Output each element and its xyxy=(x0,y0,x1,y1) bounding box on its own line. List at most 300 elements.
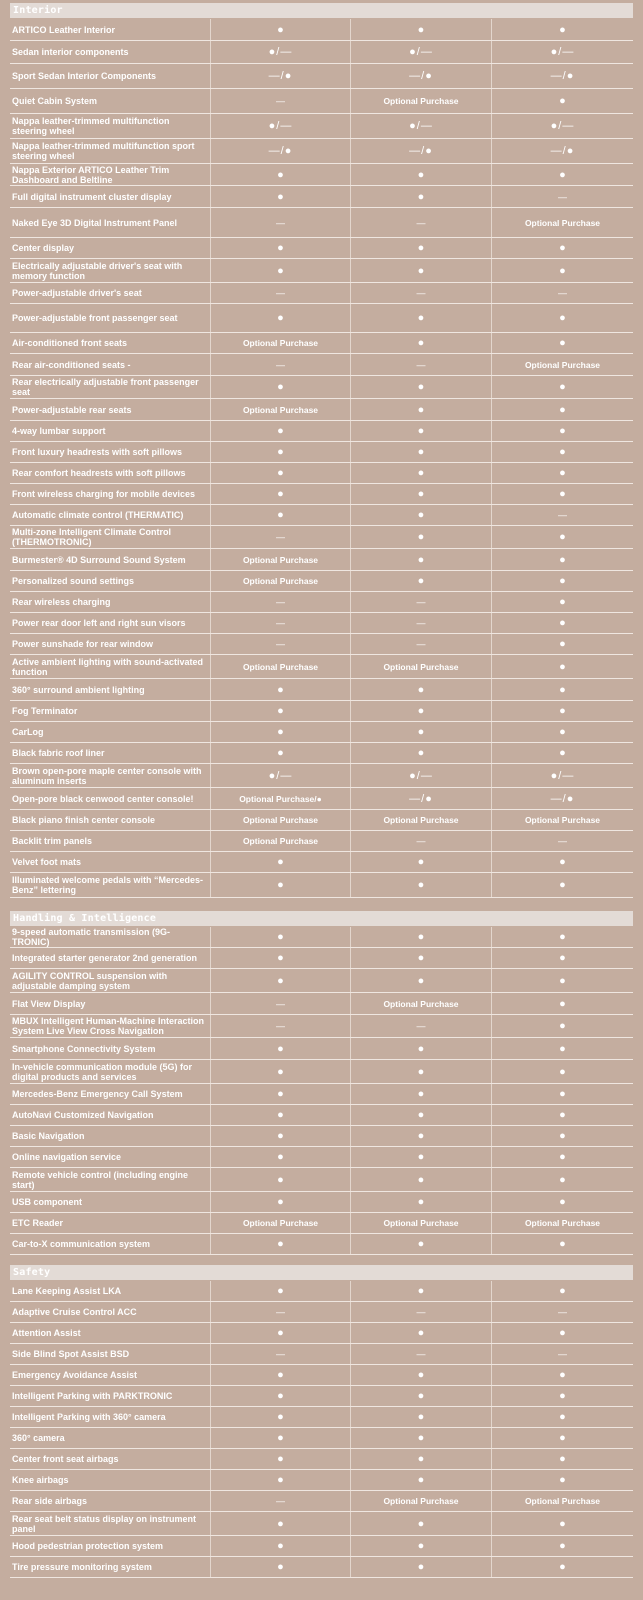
standard-dot-icon: ● xyxy=(417,1285,425,1297)
standard-dot-icon: ● xyxy=(417,1540,425,1552)
trim-cell xyxy=(491,64,633,88)
standard-dot-icon: ● xyxy=(417,1369,425,1381)
standard-dot-icon: ● xyxy=(559,747,566,759)
feature-label: Power-adjustable driver's seat xyxy=(12,288,142,298)
standard-dot-icon: ● xyxy=(559,1327,566,1339)
standard-dot-icon: ● xyxy=(277,879,284,891)
trim-cell xyxy=(491,164,633,185)
feature-label: 360° camera xyxy=(12,1433,65,1443)
standard-dot-icon: ● xyxy=(559,1088,566,1100)
standard-dot-icon: ● xyxy=(559,337,566,349)
trim-cell xyxy=(491,208,633,237)
trim-cell xyxy=(210,969,350,992)
trim-cell xyxy=(210,505,350,525)
feature-label: Intelligent Parking with PARKTRONIC xyxy=(12,1391,173,1401)
trim-cell xyxy=(350,463,491,483)
trim-cell xyxy=(210,442,350,462)
trim-cell xyxy=(210,613,350,633)
trim-cell xyxy=(350,238,491,258)
trim-cell xyxy=(350,764,491,787)
standard-dot-icon: ● xyxy=(277,1130,284,1142)
trim-cell xyxy=(350,969,491,992)
trim-cell xyxy=(491,139,633,163)
trim-cell xyxy=(491,1491,633,1511)
feature-label: Black piano finish center console xyxy=(12,815,156,825)
not-available-dash: — xyxy=(276,639,285,649)
variant-indicator: —/● xyxy=(409,145,433,157)
standard-dot-icon: ● xyxy=(277,1453,284,1465)
feature-label: Electrically adjustable driver's seat with memory function xyxy=(12,260,183,281)
standard-dot-icon: ● xyxy=(277,856,284,868)
not-available-dash: — xyxy=(558,288,567,298)
standard-dot-icon: ● xyxy=(417,1453,425,1465)
feature-label: Side Blind Spot Assist BSD xyxy=(12,1349,130,1359)
table-row xyxy=(10,810,633,831)
trim-cell xyxy=(350,1536,491,1556)
not-available-dash: — xyxy=(416,1307,426,1317)
trim-cell xyxy=(491,1105,633,1125)
trim-cell xyxy=(350,613,491,633)
feature-label: Automatic climate control (THERMATIC) xyxy=(12,510,184,520)
trim-cell xyxy=(491,592,633,612)
standard-dot-icon: ● xyxy=(277,1065,284,1078)
table-row xyxy=(10,164,633,186)
trim-cell xyxy=(350,993,491,1014)
standard-dot-icon: ● xyxy=(277,1432,284,1444)
trim-cell xyxy=(350,1192,491,1212)
not-available-dash: — xyxy=(416,836,426,846)
feature-label: Black fabric roof liner xyxy=(12,748,105,758)
standard-dot-icon: ● xyxy=(417,1151,425,1163)
trim-cell xyxy=(210,1470,350,1490)
table-row xyxy=(10,873,633,898)
trim-cell xyxy=(210,788,350,809)
standard-dot-icon: ● xyxy=(559,1065,566,1078)
trim-cell xyxy=(491,1192,633,1212)
feature-label: Power-adjustable rear seats xyxy=(12,404,132,415)
standard-dot-icon: ● xyxy=(559,425,566,437)
standard-dot-icon: ● xyxy=(277,726,284,738)
trim-cell xyxy=(491,526,633,548)
variant-indicator: ●/— xyxy=(550,769,575,782)
variant-indicator: ●/— xyxy=(409,46,433,58)
trim-cell xyxy=(491,927,633,947)
table-row xyxy=(10,1038,633,1060)
trim-cell xyxy=(491,873,633,897)
section-header-safety: Safety xyxy=(10,1265,633,1280)
table-row xyxy=(10,549,633,571)
table-row xyxy=(10,484,633,505)
trim-cell xyxy=(350,526,491,548)
standard-dot-icon: ● xyxy=(417,726,425,738)
table-row xyxy=(10,463,633,484)
trim-cell xyxy=(491,634,633,654)
trim-cell xyxy=(491,1557,633,1577)
trim-cell xyxy=(491,1428,633,1448)
not-available-dash: — xyxy=(276,96,285,106)
standard-dot-icon: ● xyxy=(417,931,425,943)
standard-dot-icon: ● xyxy=(277,446,284,458)
standard-dot-icon: ● xyxy=(417,1088,425,1100)
table-row xyxy=(10,1192,633,1213)
table-row xyxy=(10,764,633,788)
feature-label: Rear wireless charging xyxy=(12,597,111,607)
table-row xyxy=(10,186,633,208)
trim-cell xyxy=(350,1105,491,1125)
trim-cell xyxy=(210,114,350,138)
standard-dot-icon: ● xyxy=(559,242,566,254)
standard-dot-icon: ● xyxy=(277,747,284,759)
not-available-dash: — xyxy=(276,1307,285,1317)
standard-dot-icon: ● xyxy=(277,23,284,36)
trim-cell xyxy=(350,743,491,763)
optional-purchase-label: Optional Purchase xyxy=(242,404,319,415)
standard-dot-icon: ● xyxy=(277,190,284,203)
standard-dot-icon: ● xyxy=(417,1196,425,1208)
standard-dot-icon: ● xyxy=(417,553,425,566)
feature-label: Full digital instrument cluster display xyxy=(12,191,172,202)
table-row xyxy=(10,1168,633,1192)
optional-purchase-label: Optional Purchase xyxy=(383,1496,459,1506)
trim-cell xyxy=(210,1536,350,1556)
trim-cell xyxy=(350,634,491,654)
trim-cell xyxy=(350,19,491,40)
standard-dot-icon: ● xyxy=(417,1432,425,1444)
optional-purchase-label: Optional Purchase xyxy=(242,338,319,348)
not-available-dash: — xyxy=(558,1349,567,1359)
trim-cell xyxy=(491,993,633,1014)
table-row xyxy=(10,1365,633,1386)
standard-dot-icon: ● xyxy=(559,638,566,650)
variant-indicator: ●/— xyxy=(550,120,575,132)
standard-dot-icon: ● xyxy=(417,467,425,479)
standard-dot-icon: ● xyxy=(277,705,284,717)
table-row xyxy=(10,139,633,164)
table-row xyxy=(10,1470,633,1491)
standard-dot-icon: ● xyxy=(277,168,284,181)
standard-dot-icon: ● xyxy=(559,1151,566,1163)
trim-cell xyxy=(210,743,350,763)
trim-cell xyxy=(350,1015,491,1037)
standard-dot-icon: ● xyxy=(559,931,566,943)
trim-cell xyxy=(491,1084,633,1104)
trim-cell xyxy=(350,927,491,947)
table-row xyxy=(10,1491,633,1512)
standard-dot-icon: ● xyxy=(277,1540,284,1552)
trim-cell xyxy=(350,549,491,570)
trim-cell xyxy=(491,19,633,40)
trim-cell xyxy=(491,463,633,483)
standard-dot-icon: ● xyxy=(277,1474,284,1486)
standard-dot-icon: ● xyxy=(277,683,284,696)
trim-cell xyxy=(350,1126,491,1146)
trim-cell xyxy=(491,1015,633,1037)
feature-label: Emergency Avoidance Assist xyxy=(12,1370,138,1380)
standard-dot-icon: ● xyxy=(559,1020,566,1032)
standard-dot-icon: ● xyxy=(277,1109,284,1121)
standard-dot-icon: ● xyxy=(559,1130,566,1142)
trim-cell xyxy=(491,442,633,462)
standard-dot-icon: ● xyxy=(559,264,566,277)
variant-indicator: —/● xyxy=(550,70,575,82)
trim-cell xyxy=(491,1060,633,1083)
trim-cell xyxy=(491,1168,633,1191)
standard-dot-icon: ● xyxy=(277,1196,284,1208)
optional-purchase-label: Optional Purchase xyxy=(524,217,601,228)
standard-dot-icon: ● xyxy=(417,1130,425,1142)
trim-cell xyxy=(491,679,633,700)
not-available-dash: — xyxy=(558,191,567,202)
feature-label: Basic Navigation xyxy=(12,1131,85,1141)
standard-dot-icon: ● xyxy=(277,1411,284,1423)
table-row xyxy=(10,114,633,139)
trim-cell xyxy=(350,354,491,375)
trim-cell xyxy=(350,852,491,872)
not-available-dash: — xyxy=(416,288,426,298)
standard-dot-icon: ● xyxy=(559,1238,566,1250)
standard-dot-icon: ● xyxy=(417,1065,425,1078)
trim-cell xyxy=(210,764,350,787)
feature-label: Open-pore black cenwood center console! xyxy=(12,793,194,804)
trim-cell xyxy=(350,1147,491,1167)
trim-cell xyxy=(491,1536,633,1556)
feature-label: Rear comfort headrests with soft pillows xyxy=(12,468,186,478)
trim-cell xyxy=(210,1084,350,1104)
table-row xyxy=(10,283,633,304)
standard-dot-icon: ● xyxy=(277,974,284,987)
feature-label: Power sunshade for rear window xyxy=(12,639,154,649)
feature-label: ARTICO Leather Interior xyxy=(12,24,116,35)
trim-cell xyxy=(491,283,633,303)
standard-dot-icon: ● xyxy=(417,488,425,500)
feature-label: Rear side airbags xyxy=(12,1496,88,1506)
trim-cell xyxy=(350,1281,491,1301)
table-row xyxy=(10,1449,633,1470)
feature-label: Rear seat belt status display on instrument panel xyxy=(12,1513,197,1534)
trim-cell xyxy=(210,927,350,947)
optional-purchase-label: Optional Purchase xyxy=(524,359,601,370)
not-available-dash: — xyxy=(276,1021,285,1031)
optional-purchase-label: Optional Purchase xyxy=(242,1218,319,1228)
not-available-dash: — xyxy=(416,639,426,649)
trim-cell xyxy=(350,484,491,504)
table-row xyxy=(10,1557,633,1578)
trim-cell xyxy=(210,655,350,678)
standard-dot-icon: ● xyxy=(277,931,284,943)
standard-dot-icon: ● xyxy=(417,575,425,587)
trim-cell xyxy=(350,1386,491,1406)
standard-dot-icon: ● xyxy=(277,425,284,437)
standard-dot-icon: ● xyxy=(417,1411,425,1423)
feature-label: Flat View Display xyxy=(12,998,86,1009)
standard-dot-icon: ● xyxy=(559,1390,566,1402)
standard-dot-icon: ● xyxy=(277,381,284,393)
trim-cell xyxy=(491,304,633,332)
trim-cell xyxy=(210,1302,350,1322)
variant-indicator: ●/— xyxy=(409,120,433,132)
feature-label: Sport Sedan Interior Components xyxy=(12,71,157,81)
trim-cell xyxy=(210,852,350,872)
feature-label: Online navigation service xyxy=(12,1152,122,1162)
standard-dot-icon: ● xyxy=(559,1042,566,1055)
standard-dot-icon: ● xyxy=(417,1561,425,1573)
standard-dot-icon: ● xyxy=(417,381,425,393)
standard-dot-icon: ● xyxy=(277,1088,284,1100)
trim-cell xyxy=(350,442,491,462)
trim-cell xyxy=(491,613,633,633)
feature-label: Smartphone Connectivity System xyxy=(12,1043,156,1054)
table-row xyxy=(10,304,633,333)
trim-cell xyxy=(210,993,350,1014)
trim-cell xyxy=(350,333,491,353)
standard-dot-icon: ● xyxy=(559,1432,566,1444)
standard-dot-icon: ● xyxy=(559,446,566,458)
table-row xyxy=(10,1147,633,1168)
table-row xyxy=(10,1344,633,1365)
variant-indicator: —/● xyxy=(268,70,293,82)
trim-cell xyxy=(210,208,350,237)
not-available-dash: — xyxy=(276,1496,285,1506)
table-row xyxy=(10,831,633,852)
feature-label: 9-speed automatic transmission (9G-TRONIC) xyxy=(12,927,171,947)
feature-label: Rear electrically adjustable front passenger seat xyxy=(12,377,199,397)
trim-cell xyxy=(350,571,491,591)
trim-cell xyxy=(350,208,491,237)
standard-dot-icon: ● xyxy=(417,1042,425,1055)
feature-label: CarLog xyxy=(12,727,44,737)
trim-cell xyxy=(210,1105,350,1125)
standard-dot-icon: ● xyxy=(277,1517,284,1530)
trim-cell xyxy=(491,484,633,504)
trim-cell xyxy=(491,1038,633,1059)
trim-cell xyxy=(210,1323,350,1343)
standard-dot-icon: ● xyxy=(559,974,566,987)
trim-cell xyxy=(491,1302,633,1322)
not-available-dash: — xyxy=(276,1349,285,1359)
standard-dot-icon: ● xyxy=(559,997,566,1010)
trim-cell xyxy=(350,259,491,282)
trim-cell xyxy=(350,810,491,830)
feature-label: AGILITY CONTROL suspension with adjustable damping system xyxy=(12,970,168,991)
feature-label: 4-way lumbar support xyxy=(12,426,106,436)
trim-cell xyxy=(491,354,633,375)
trim-cell xyxy=(491,399,633,420)
feature-label: Sedan interior components xyxy=(12,47,129,57)
feature-label: Tire pressure monitoring system xyxy=(12,1562,152,1572)
trim-cell xyxy=(491,333,633,353)
trim-cell xyxy=(491,89,633,113)
table-row xyxy=(10,571,633,592)
trim-cell xyxy=(350,722,491,742)
standard-dot-icon: ● xyxy=(277,488,284,500)
feature-label: Remote vehicle control (including engine start) xyxy=(12,1169,189,1190)
trim-cell xyxy=(350,41,491,63)
trim-cell xyxy=(210,1365,350,1385)
standard-dot-icon: ● xyxy=(417,509,425,521)
table-row xyxy=(10,1407,633,1428)
standard-dot-icon: ● xyxy=(559,1285,566,1297)
not-available-dash: — xyxy=(416,359,426,370)
trim-cell xyxy=(210,634,350,654)
trim-cell xyxy=(491,831,633,851)
trim-cell xyxy=(350,1428,491,1448)
standard-dot-icon: ● xyxy=(559,1369,566,1381)
trim-cell xyxy=(210,164,350,185)
trim-cell xyxy=(210,831,350,851)
feature-label: In-vehicle communication module (5G) for digital products and services xyxy=(12,1061,193,1082)
trim-cell xyxy=(350,788,491,809)
optional-purchase-label: Optional Purchase xyxy=(242,576,319,586)
optional-purchase-label: Optional Purchase xyxy=(383,998,459,1009)
trim-cell xyxy=(210,399,350,420)
trim-cell xyxy=(350,139,491,163)
trim-cell xyxy=(350,114,491,138)
standard-dot-icon: ● xyxy=(277,1327,284,1339)
variant-indicator: —/● xyxy=(409,70,433,82)
trim-cell xyxy=(350,164,491,185)
trim-cell xyxy=(210,1038,350,1059)
standard-dot-icon: ● xyxy=(277,1285,284,1297)
trim-cell xyxy=(350,679,491,700)
standard-dot-icon: ● xyxy=(559,1474,566,1486)
table-row xyxy=(10,927,633,948)
trim-cell xyxy=(491,259,633,282)
trim-cell xyxy=(491,1234,633,1254)
standard-dot-icon: ● xyxy=(417,190,425,203)
standard-dot-icon: ● xyxy=(417,683,425,696)
trim-cell xyxy=(491,376,633,398)
feature-label: Illuminated welcome pedals with “Mercedes-Benz” lettering xyxy=(12,875,204,895)
standard-dot-icon: ● xyxy=(277,312,284,324)
feature-label: Power rear door left and right sun visors xyxy=(12,618,186,628)
trim-cell xyxy=(491,1365,633,1385)
trim-cell xyxy=(491,505,633,525)
trim-cell xyxy=(350,64,491,88)
trim-cell xyxy=(350,1168,491,1191)
trim-cell xyxy=(491,1213,633,1233)
trim-cell xyxy=(210,1234,350,1254)
trim-cell xyxy=(210,484,350,504)
not-available-dash: — xyxy=(558,510,567,520)
feature-label: Car-to-X communication system xyxy=(12,1239,151,1249)
trim-cell xyxy=(491,701,633,721)
table-row xyxy=(10,1428,633,1449)
standard-dot-icon: ● xyxy=(559,683,566,696)
trim-cell xyxy=(491,1449,633,1469)
trim-cell xyxy=(350,1491,491,1511)
table-row xyxy=(10,1302,633,1323)
table-row xyxy=(10,788,633,810)
trim-cell xyxy=(350,592,491,612)
feature-label: AutoNavi Customized Navigation xyxy=(12,1110,154,1120)
not-available-dash: — xyxy=(276,618,285,628)
standard-dot-icon: ● xyxy=(417,403,425,416)
trim-cell xyxy=(491,722,633,742)
not-available-dash: — xyxy=(416,1349,426,1359)
standard-dot-icon: ● xyxy=(417,1173,425,1186)
trim-cell xyxy=(491,571,633,591)
trim-cell xyxy=(491,421,633,441)
standard-dot-icon: ● xyxy=(559,1173,566,1186)
trim-cell xyxy=(210,1512,350,1535)
not-available-dash: — xyxy=(416,618,426,628)
optional-purchase-label: Optional Purchase xyxy=(242,815,319,825)
trim-cell xyxy=(491,238,633,258)
trim-cell xyxy=(491,1512,633,1535)
trim-cell xyxy=(491,743,633,763)
feature-label: 360° surround ambient lighting xyxy=(12,684,145,695)
trim-cell xyxy=(210,139,350,163)
